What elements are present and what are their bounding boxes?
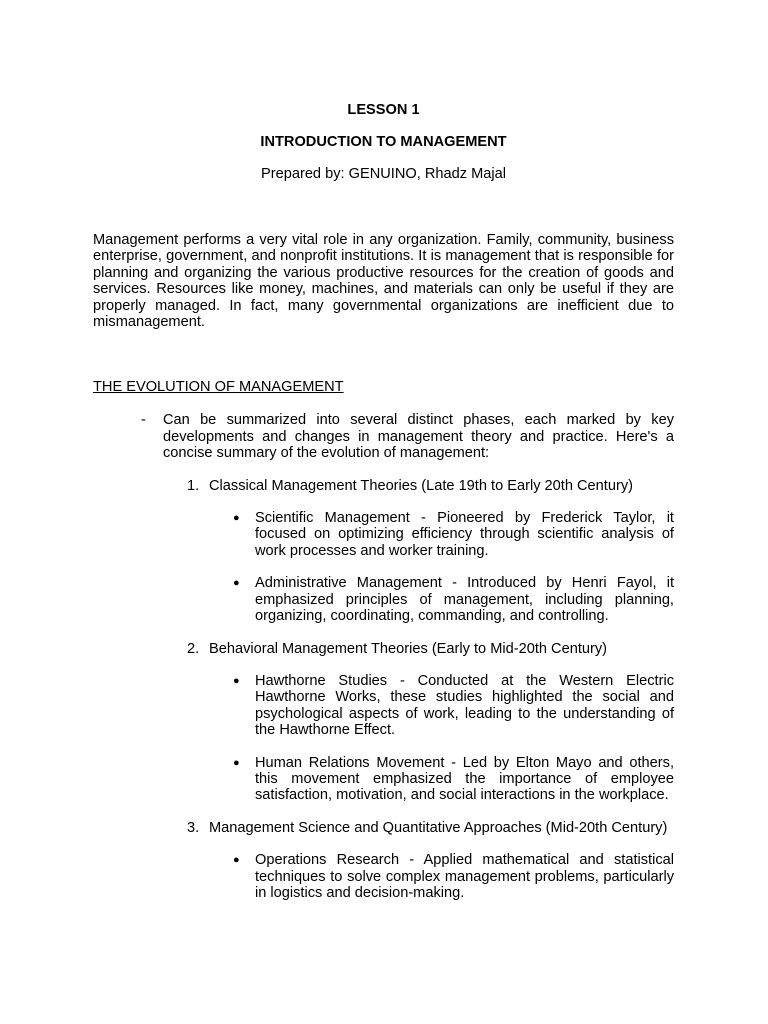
phase-number: 1. (187, 477, 200, 494)
bullet-list (209, 673, 674, 804)
bullet-text: Human Relations Movement - Led by Elton Mayo and others, this movement emphasized the importance of employee satisfaction, motivation, and social interactions in the workplace. (255, 754, 674, 804)
section-summary-item (93, 412, 674, 461)
phase-number: 2. (187, 640, 200, 657)
lesson-number: LESSON 1 (347, 102, 420, 118)
bullet-icon: ● (233, 674, 240, 687)
section-heading: THE EVOLUTION OF MANAGEMENT (93, 379, 344, 396)
bullet-list (209, 510, 674, 624)
phase-title: Management Science and Quantitative Approaches (Mid-20th Century) (209, 819, 668, 836)
phase-body (209, 641, 674, 804)
bullet-icon: ● (233, 854, 240, 867)
phase-body (209, 478, 674, 625)
phase-item (93, 641, 674, 804)
bullet-text: Administrative Management - Introduced by Henri Fayol, it emphasized principles of management, including planning, organizing, coordinating, commanding, and controlling. (255, 575, 674, 625)
phase-item (93, 820, 674, 902)
phase-title: Behavioral Management Theories (Early to Mid-20th Century) (209, 640, 608, 657)
phase-item (93, 478, 674, 625)
dash-marker: - (141, 412, 146, 429)
bullet-item (233, 510, 674, 559)
section-summary: Can be summarized into several distinct phases, each marked by key developments and changes in management theory and practice. Here's a concise summary of the evolution of management: (163, 412, 674, 462)
phase-title: Classical Management Theories (Late 19th to Early 20th Century) (209, 477, 633, 494)
bullet-icon: ● (233, 577, 240, 590)
lesson-author: Prepared by: GENUINO, Rhadz Majal (261, 166, 506, 182)
bullet-text: Scientific Management - Pioneered by Frederick Taylor, it focused on optimizing efficiency through scientific analysis of work processes and worker training. (255, 510, 674, 559)
bullet-icon: ● (233, 756, 240, 769)
bullet-item (233, 673, 674, 739)
intro-paragraph: Management performs a very vital role in any organization. Family, community, business enterprise, government, and nonprofit institutions. It is management that is responsible for planning and organizing the various productive resources for the creation of goods and services. Resources like money, machines, and materials can only be useful if they are properly managed. In fact, many governmental organizations are inefficient due to mismanagement. (93, 232, 674, 331)
bullet-item (233, 852, 674, 901)
bullet-text: Hawthorne Studies - Conducted at the Western Electric Hawthorne Works, these studies highlighted the social and psychological aspects of work, leading to the understanding of the Hawthorne Effect. (255, 672, 674, 739)
phase-body (209, 820, 674, 902)
bullet-item (233, 755, 674, 804)
lesson-header (93, 0, 674, 182)
bullet-item (233, 575, 674, 624)
lesson-title: INTRODUCTION TO MANAGEMENT (260, 134, 507, 150)
bullet-list (209, 852, 674, 901)
bullet-text: Operations Research - Applied mathematical and statistical techniques to solve complex management problems, particularly in logistics and decision-making. (255, 852, 674, 901)
bullet-icon: ● (233, 512, 240, 525)
phase-number: 3. (187, 819, 200, 836)
